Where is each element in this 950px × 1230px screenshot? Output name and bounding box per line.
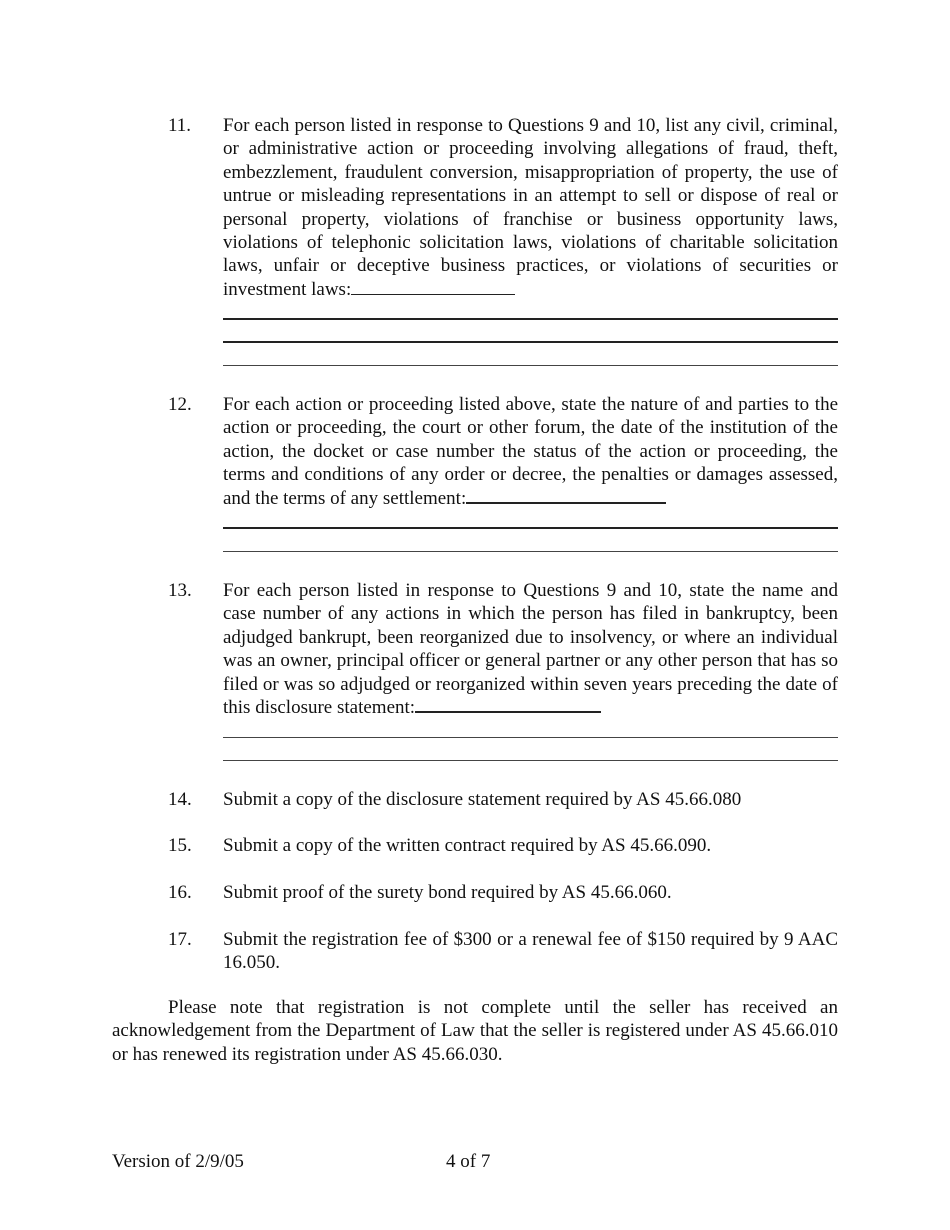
question-number: 17. [168, 929, 192, 950]
question-number: 14. [168, 789, 192, 810]
question-16 [168, 881, 838, 904]
question-text-block [223, 114, 838, 301]
footer-version: Version of 2/9/05 [112, 1151, 244, 1172]
question-text: Submit proof of the surety bond required by AS 45.66.060. [223, 882, 672, 903]
question-text: For each action or proceeding listed above, state the nature of and parties to the action or proceeding, the court or other forum, the date of the institution of the action, the docket or case number the status of the action or proceeding, the terms and conditions of any order or decree, the penalties or damages assessed, and the terms of any settlement: [223, 394, 838, 509]
question-text: Submit a copy of the written contract required by AS 45.66.090. [223, 835, 712, 856]
question-text-block [223, 579, 838, 719]
answer-blank-inline[interactable] [415, 710, 601, 713]
answer-line[interactable] [223, 527, 838, 529]
question-text: For each person listed in response to Questions 9 and 10, list any civil, criminal, or administrative action or proceeding involving allegations of fraud, theft, embezzlement, fraudulent conversion, misappropriation of property, the use of untrue or misleading representations in an attempt to sell or dispose of real or personal property, violations of franchise or business opportunity laws, violations of telephonic solicitation laws, violations of charitable solicitation laws, unfair or deceptive business practices, or violations of securities or investment laws: [223, 115, 838, 300]
answer-line[interactable] [223, 365, 838, 366]
question-12 [168, 393, 838, 510]
answer-blank-inline[interactable] [351, 293, 515, 295]
answer-line[interactable] [223, 760, 838, 761]
question-number: 16. [168, 882, 192, 903]
question-number: 15. [168, 835, 192, 856]
answer-line[interactable] [223, 551, 838, 552]
answer-blank-inline[interactable] [466, 501, 666, 504]
question-text: Submit the registration fee of $300 or a renewal fee of $150 required by 9 AAC 16.050. [223, 929, 838, 974]
footer-page-number: 4 of 7 [446, 1151, 491, 1172]
question-number: 11. [168, 115, 192, 136]
question-text: Submit a copy of the disclosure statement required by AS 45.66.080 [223, 789, 742, 810]
question-15 [168, 834, 838, 857]
registration-note: Please note that registration is not complete until the seller has received an acknowledgement from the Department of Law that the seller is registered under AS 45.66.010 or has renewed its registration under AS 45.66.030. [112, 997, 838, 1065]
question-number: 12. [168, 394, 192, 415]
question-14 [168, 788, 838, 811]
answer-line[interactable] [223, 341, 838, 343]
answer-line[interactable] [223, 318, 838, 320]
question-number: 13. [168, 580, 192, 601]
question-13 [168, 579, 838, 719]
question-17 [168, 928, 838, 975]
answer-line[interactable] [223, 737, 838, 738]
question-11 [168, 114, 838, 301]
question-text: For each person listed in response to Questions 9 and 10, state the name and case number of any actions in which the person has filed in bankruptcy, been adjudged bankrupt, been reorganized due to insolvency, or where an individual was an owner, principal officer or general partner or any other person that has so filed or was so adjudged or reorganized within seven years preceding the date of this disclosure statement: [223, 580, 838, 719]
question-text-block [223, 393, 838, 510]
